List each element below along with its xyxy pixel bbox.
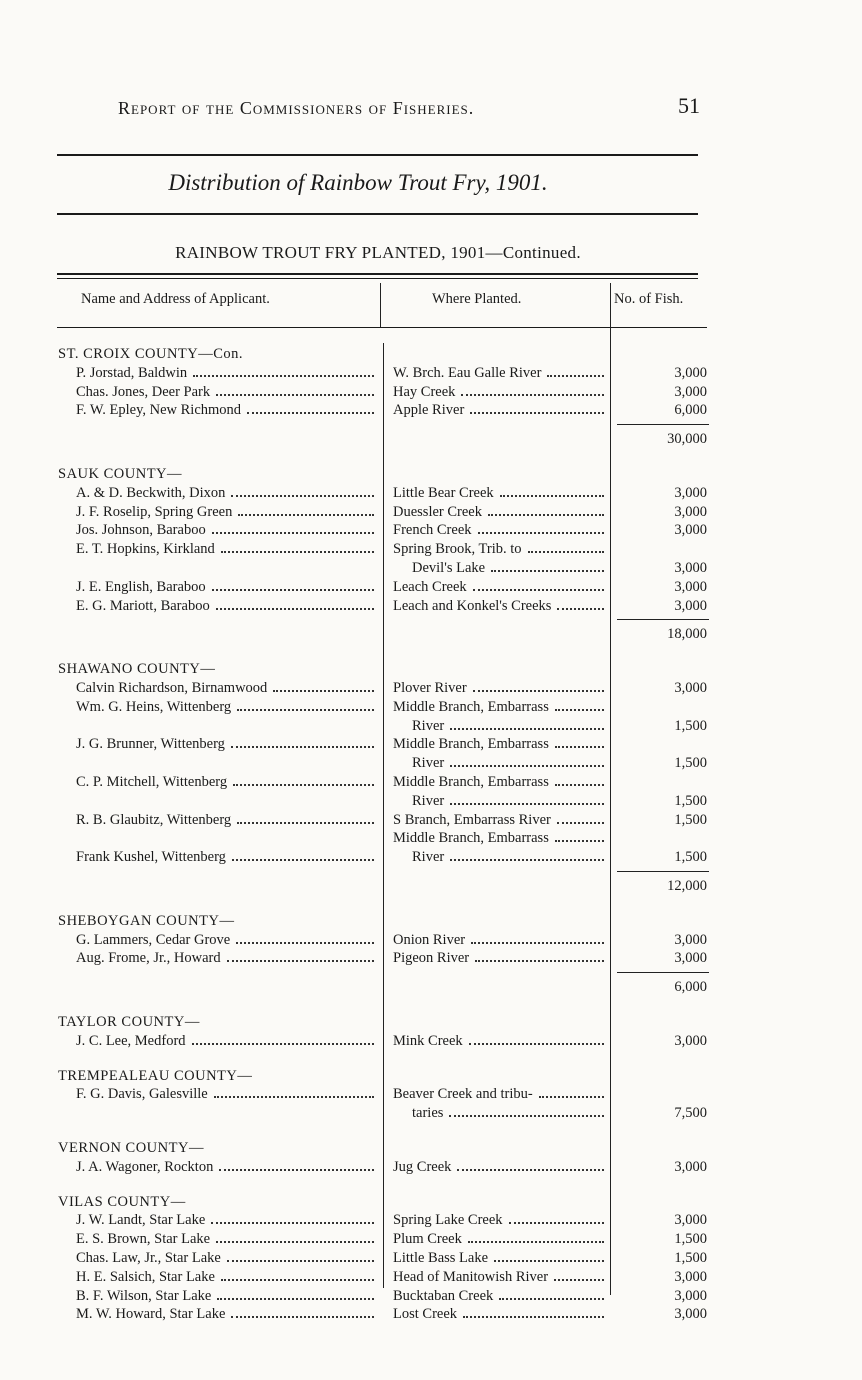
location-dot-leader [475,960,604,962]
fish-count: 1,500 [674,849,707,866]
applicant-dot-leader [193,375,374,377]
location-dot-leader [463,1316,604,1318]
table-row [0,717,862,736]
county-name: ST. CROIX COUNTY—Con. [58,346,244,362]
fish-count: 1,500 [674,1231,707,1248]
fish-count: 1,500 [674,1250,707,1266]
planting-location: River [412,717,445,734]
county-heading-row [0,1139,862,1158]
applicant-dot-leader [211,1222,374,1224]
table-row [0,848,862,867]
column-header-where: Where Planted. [432,291,522,307]
fish-count: 3,000 [674,597,707,614]
planting-location: Beaver Creek and tribu- [393,1086,533,1103]
applicant-name: J. G. Brunner, Wittenberg [76,736,225,753]
location-dot-leader [488,514,604,516]
applicant-dot-leader [214,1096,374,1098]
table-row [0,559,862,578]
planting-location: Little Bass Lake [393,1250,489,1266]
applicant-name: Jos. Johnson, Baraboo [76,522,206,539]
location-dot-leader [554,1279,604,1281]
planting-location: Middle Branch, Embarrass [393,736,549,753]
table-row [0,383,862,402]
planting-location: W. Brch. Eau Galle River [393,364,542,381]
planting-location: Lost Creek [393,1306,458,1323]
county-name: VILAS COUNTY— [58,1193,186,1210]
county-total: 18,000 [667,626,707,643]
applicant-name: Aug. Frome, Jr., Howard [76,950,221,967]
table-row [0,754,862,773]
county-total: 30,000 [667,431,707,448]
planting-location: Pigeon River [393,950,470,967]
applicant-name: C. P. Mitchell, Wittenberg [76,774,228,790]
applicant-name: B. F. Wilson, Star Lake [76,1287,212,1304]
location-dot-leader [450,803,604,805]
applicant-name: Chas. Jones, Deer Park [76,383,211,400]
location-dot-leader [468,1241,604,1243]
table-row [0,578,862,597]
fish-count: 3,000 [674,1158,707,1175]
applicant-dot-leader [273,690,374,692]
planting-location: Mink Creek [393,1032,463,1049]
subtotal-rule [617,972,709,973]
county-heading-row [0,1193,862,1212]
fish-count: 3,000 [674,1306,707,1323]
applicant-name: G. Lammers, Cedar Grove [76,931,231,948]
column-header-fish: No. of Fish. [614,291,684,307]
planting-location: Devil's Lake [412,560,486,576]
subtotal-row [0,877,862,896]
county-heading-row [0,660,862,679]
fish-count: 3,000 [674,522,707,539]
fish-count: 1,500 [674,792,707,809]
table-row [0,735,862,754]
page-number: 51 [678,93,700,118]
planting-location: Middle Branch, Embarrass [393,698,549,715]
applicant-name: M. W. Howard, Star Lake [76,1306,226,1323]
fish-count: 3,000 [674,364,707,381]
location-dot-leader [461,394,604,396]
table-row [0,792,862,811]
county-name: SAUK COUNTY— [58,466,183,482]
applicant-dot-leader [217,1298,374,1300]
planting-location: Little Bear Creek [393,484,494,501]
location-dot-leader [555,709,604,711]
location-dot-leader [473,589,604,591]
table-row [0,401,862,420]
subtotal-row [0,430,862,449]
applicant-dot-leader [221,1279,374,1281]
table-row [0,811,862,830]
applicant-dot-leader [219,1169,374,1171]
applicant-dot-leader [238,514,374,516]
planting-location: Spring Lake Creek [393,1212,503,1229]
county-name: TREMPEALEAU COUNTY— [58,1067,253,1084]
planting-location: Leach Creek [393,578,467,595]
applicant-dot-leader [232,859,374,861]
planting-location: Plover River [393,680,467,696]
applicant-dot-leader [216,608,374,610]
location-dot-leader [547,375,604,377]
table-row [0,1249,862,1268]
fish-count: 3,000 [674,578,707,595]
applicant-dot-leader [231,1316,374,1318]
applicant-name: E. G. Mariott, Baraboo [76,597,210,614]
applicant-dot-leader [247,412,374,414]
applicant-name: Wm. G. Heins, Wittenberg [76,698,232,715]
fish-count: 3,000 [674,1268,707,1285]
fish-count: 1,500 [674,811,707,828]
planting-location: Middle Branch, Embarrass [393,774,549,790]
subtotal-row [0,978,862,997]
location-dot-leader [494,1260,604,1262]
county-heading-row [0,465,862,484]
fish-count: 3,000 [674,931,707,948]
county-name: SHEBOYGAN COUNTY— [58,912,235,929]
location-dot-leader [478,532,604,534]
planting-location: Apple River [393,402,465,419]
location-dot-leader [555,840,604,842]
table-row [0,1268,862,1287]
table-row [0,1085,862,1104]
location-dot-leader [450,728,604,730]
fish-count: 3,000 [674,484,707,501]
applicant-dot-leader [237,709,374,711]
table-row [0,931,862,950]
location-dot-leader [469,1043,604,1045]
page-subtitle: Distribution of Rainbow Trout Fry, 1901. [168,170,548,195]
applicant-dot-leader [216,394,374,396]
table-row [0,1287,862,1306]
planting-location: taries [412,1105,444,1122]
applicant-dot-leader [227,1260,374,1262]
fish-count: 7,500 [674,1105,707,1122]
fish-count: 6,000 [674,402,707,419]
planting-location: Plum Creek [393,1231,462,1248]
applicant-dot-leader [227,960,374,962]
applicant-dot-leader [236,942,374,944]
table-row [0,1104,862,1123]
applicant-dot-leader [231,746,374,748]
applicant-dot-leader [233,784,374,786]
fish-count: 3,000 [674,560,707,576]
table-row [0,1158,862,1177]
location-dot-leader [491,570,604,572]
header-rule-bottom [57,213,698,215]
fish-count: 3,000 [674,680,707,696]
applicant-dot-leader [212,589,374,591]
table-row [0,1305,862,1324]
header-rule-top [57,154,698,156]
location-dot-leader [473,690,604,692]
fish-count: 3,000 [674,950,707,967]
fish-count: 3,000 [674,1212,707,1229]
table-row [0,540,862,559]
subtotal-rule [617,424,709,425]
location-dot-leader [509,1222,604,1224]
applicant-name: Chas. Law, Jr., Star Lake [76,1250,221,1266]
planting-location: Bucktaban Creek [393,1287,494,1304]
applicant-name: H. E. Salsich, Star Lake [76,1268,215,1285]
location-dot-leader [450,859,604,861]
applicant-dot-leader [212,532,374,534]
table-rule-top [57,273,698,275]
fish-count: 1,500 [674,717,707,734]
planting-location: River [412,849,445,866]
table-row [0,364,862,383]
table-row [0,773,862,792]
planting-location: River [412,792,445,809]
applicant-name: Calvin Richardson, Birnamwood [76,680,268,696]
location-dot-leader [470,412,604,414]
location-dot-leader [500,495,604,497]
location-dot-leader [539,1096,604,1098]
applicant-name: J. E. English, Baraboo [76,578,206,595]
planting-location: Spring Brook, Trib. to [393,541,522,558]
table-row [0,1211,862,1230]
fish-count: 3,000 [674,503,707,520]
location-dot-leader [499,1298,604,1300]
applicant-name: J. F. Roselip, Spring Green [76,503,233,520]
running-header: Report of the Commissioners of Fisheries. [118,98,475,118]
applicant-name: E. S. Brown, Star Lake [76,1231,211,1248]
applicant-name: F. G. Davis, Galesville [76,1086,208,1103]
applicant-name: J. W. Landt, Star Lake [76,1212,206,1229]
location-dot-leader [457,1169,604,1171]
table-row [0,1230,862,1249]
planting-location: French Creek [393,522,472,539]
applicant-name: J. C. Lee, Medford [76,1032,186,1049]
location-dot-leader [557,822,604,824]
applicant-dot-leader [237,822,374,824]
location-dot-leader [471,942,604,944]
table-row [0,597,862,616]
applicant-dot-leader [231,495,374,497]
subtotal-rule [617,619,709,620]
planting-location: Hay Creek [393,383,456,400]
subtotal-rule [617,871,709,872]
county-heading-row [0,345,862,364]
table-row [0,698,862,717]
applicant-dot-leader [216,1241,374,1243]
planting-location: River [412,755,445,772]
table-rule-top-2 [57,278,698,279]
county-heading-row [0,1013,862,1032]
location-dot-leader [555,746,604,748]
column-divider-1 [380,283,381,327]
location-dot-leader [557,608,604,610]
county-name: VERNON COUNTY— [58,1140,204,1156]
applicant-name: R. B. Glaubitz, Wittenberg [76,811,232,828]
county-heading-row [0,1067,862,1086]
fish-count: 3,000 [674,1032,707,1049]
column-header-applicant: Name and Address of Applicant. [81,291,270,307]
county-name: TAYLOR COUNTY— [58,1014,200,1030]
applicant-dot-leader [221,551,374,553]
table-row [0,521,862,540]
planting-location: Head of Manitowish River [393,1268,549,1285]
county-name: SHAWANO COUNTY— [58,661,216,678]
planting-location: Onion River [393,931,466,948]
fish-count: 3,000 [674,383,707,400]
table-row [0,949,862,968]
planting-location: Leach and Konkel's Creeks [393,597,552,614]
applicant-name: F. W. Epley, New Richmond [76,402,242,419]
planting-location: S Branch, Embarrass River [393,811,551,828]
county-total: 12,000 [667,878,707,894]
location-dot-leader [555,784,604,786]
table-row [0,829,862,848]
table-row [0,503,862,522]
county-heading-row [0,912,862,931]
subtotal-row [0,625,862,644]
applicant-name: A. & D. Beckwith, Dixon [76,484,226,501]
applicant-name: J. A. Wagoner, Rockton [76,1158,214,1175]
planting-location: Middle Branch, Embarrass [393,830,549,847]
location-dot-leader [528,551,604,553]
table-row [0,484,862,503]
table-title: RAINBOW TROUT FRY PLANTED, 1901—Continued. [175,243,581,262]
applicant-name: Frank Kushel, Wittenberg [76,849,226,866]
applicant-name: P. Jorstad, Baldwin [76,364,188,381]
table-row [0,679,862,698]
county-total: 6,000 [674,979,707,996]
fish-count: 1,500 [674,755,707,772]
location-dot-leader [449,1115,604,1117]
location-dot-leader [450,765,604,767]
applicant-name: E. T. Hopkins, Kirkland [76,541,215,558]
table-row [0,1032,862,1051]
applicant-dot-leader [192,1043,374,1045]
planting-location: Duessler Creek [393,503,482,520]
planting-location: Jug Creek [393,1158,452,1175]
fish-count: 3,000 [674,1287,707,1304]
